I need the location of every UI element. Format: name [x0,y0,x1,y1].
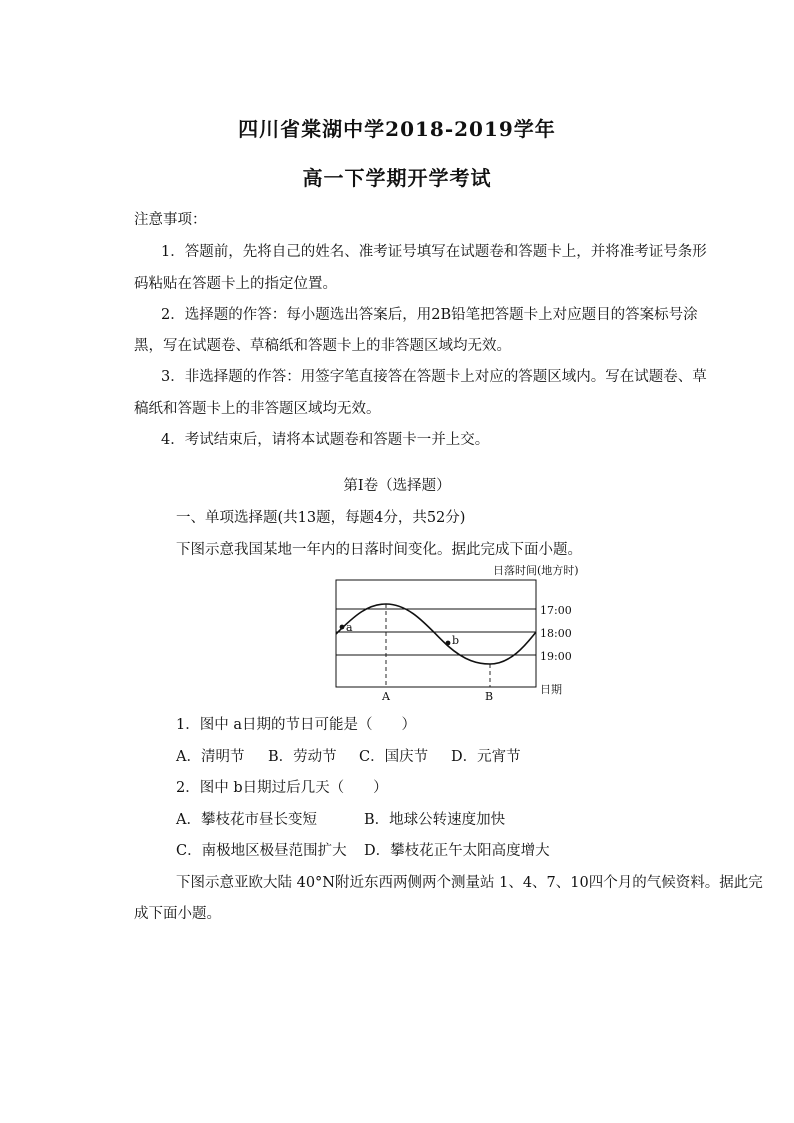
notice-item-1: 1．答题前，先将自己的姓名、准考证号填写在试题卷和答题卡上，并将准考证号条形 [161,244,707,260]
part-heading: 一、单项选择题(共13题，每题4分，共52分) [176,510,466,526]
figure-xlabel: 日期 [540,683,562,696]
intro-2: 下图示意亚欧大陆 40°N附近东西两侧两个测量站 1、4、7、10四个月的气候资料。据此完 [176,875,763,891]
tick-1800: 18:00 [540,627,572,640]
q1-option-c: C．国庆节 [359,749,429,765]
q1-option-a: A．清明节 [176,749,245,765]
question-2-stem: 2．图中 b日期过后几天（ ） [176,780,388,796]
q2-option-b: B．地球公转速度加快 [364,812,506,828]
volume-heading: 第Ⅰ卷（选择题） [343,478,451,494]
notice-item-3-cont: 稿纸和答题卡上的非答题区域均无效。 [134,401,381,417]
point-b-label: b [452,634,460,647]
q2-option-c: C．南极地区极昼范围扩大 [176,843,347,859]
figure-intro: 下图示意我国某地一年内的日落时间变化。据此完成下面小题。 [176,542,582,558]
notice-item-2: 2．选择题的作答：每小题选出答案后，用2B铅笔把答题卡上对应题目的答案标号涂 [161,307,698,323]
point-a-label: a [346,621,353,634]
notice-item-2-cont: 黑，写在试题卷、草稿纸和答题卡上的非答题区域均无效。 [134,338,511,354]
notice-item-3: 3．非选择题的作答：用签字笔直接答在答题卡上对应的答题区域内。写在试题卷、草 [161,369,707,385]
point-a [340,625,345,630]
notice-heading: 注意事项： [134,212,207,228]
q1-option-d: D．元宵节 [451,749,521,765]
mark-A: A [382,690,390,703]
tick-1900: 19:00 [540,650,572,663]
q1-option-b: B．劳动节 [268,749,337,765]
figure-ylabel: 日落时间(地方时) [493,564,579,577]
exam-subtitle: 高一下学期开学考试 [302,166,492,190]
notice-item-1-cont: 码粘贴在答题卡上的指定位置。 [134,276,337,292]
intro-2-cont: 成下面小题。 [134,906,221,922]
q2-option-a: A．攀枝花市昼长变短 [176,812,317,828]
mark-B: B [485,690,494,703]
notice-item-4: 4．考试结束后，请将本试题卷和答题卡一并上交。 [161,432,490,448]
exam-title: 四川省棠湖中学2018-2019学年 [238,117,556,141]
tick-1700: 17:00 [540,604,572,617]
question-1-stem: 1．图中 a日期的节日可能是（ ） [176,717,416,733]
q2-option-d: D．攀枝花正午太阳高度增大 [364,843,550,859]
sunset-figure [330,560,600,705]
point-b [446,641,451,646]
